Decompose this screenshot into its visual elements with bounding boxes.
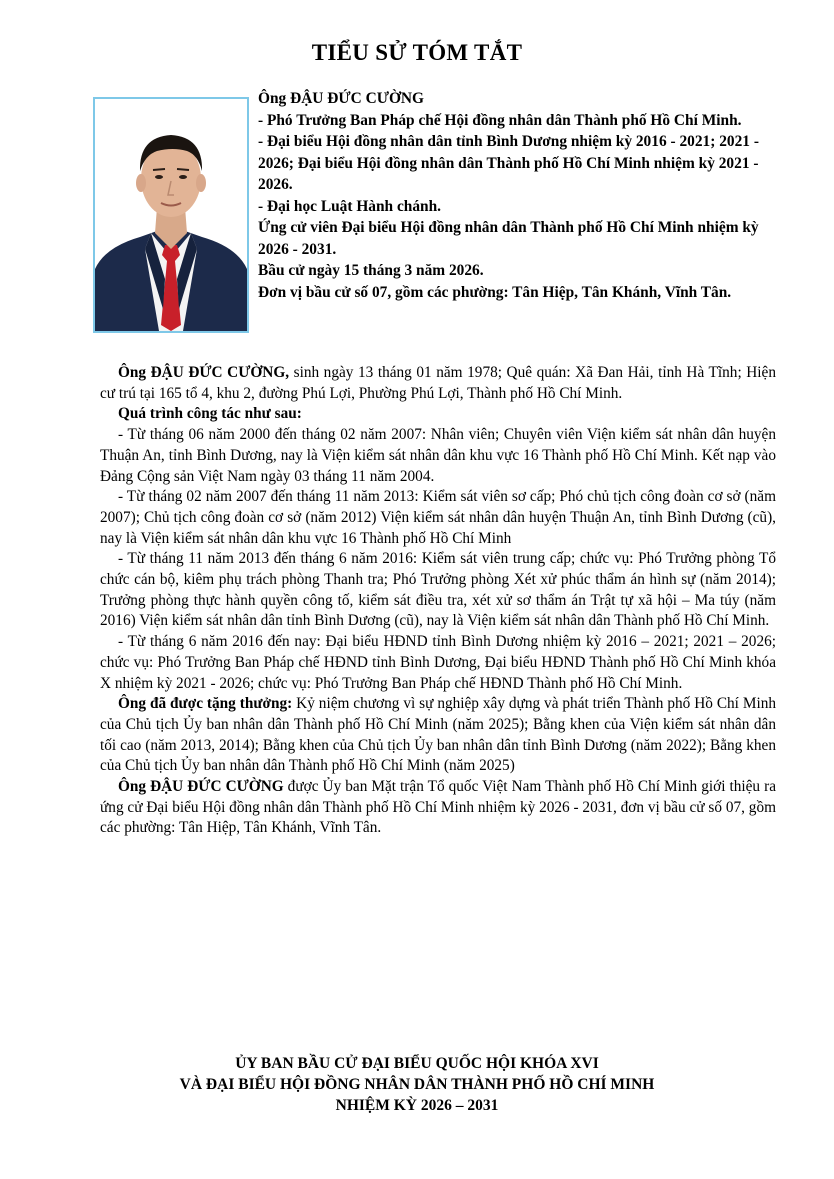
portrait-image [95,99,247,331]
delegate-terms-line: - Đại biểu Hội đồng nhân dân tỉnh Bình Dương nhiệm kỳ 2016 - 2021; 2021 - 2026; Đại biểu Hội đồng nhân dân Thành phố Hồ Chí Minh nhiệm kỳ 2021 - 2026. [258,133,759,193]
awards-text: Kỷ niệm chương vì sự nghiệp xây dựng và phát triển Thành phố Hồ Chí Minh của Chủ tịch Ủy ban nhân dân Thành phố Hồ Chí Minh (năm 2025); Bằng khen của Viện kiểm sát nhân dân tối cao (năm 2013, 2014); Bằng khen của Chủ tịch Ủy ban nhân dân tỉnh Bình Dương (năm 2022); Bằng khen của Chủ tịch Ủy ban nhân dân Thành phố Hồ Chí Minh (năm 2025) [100,695,776,775]
portrait-photo [93,97,249,333]
awards-heading: Ông đã được tặng thưởng: [118,695,293,713]
intro-text: sinh ngày 13 tháng 01 năm 1978; Quê quán: Xã Đan Hải, tỉnh Hà Tĩnh; Hiện cư trú tại 165 tổ 4, khu 2, đường Phú Lợi, Phường Phú Lợi, Thành phố Hồ Chí Minh. [100,364,776,402]
closing-text: được Ủy ban Mặt trận Tổ quốc Việt Nam Thành phố Hồ Chí Minh giới thiệu ra ứng cử Đại biểu Hội đồng nhân dân Thành phố Hồ Chí Minh nhiệm kỳ 2026 - 2031, đơn vị bầu cử số 07, gồm các phường: Tân Hiệp, Tân Khánh, Vĩnh Tân. [100,778,776,837]
page-title: TIỂU SỬ TÓM TẮT [311,40,523,65]
issuer-footer [0,1053,834,1116]
work-heading: Quá trình công tác như sau: [118,405,302,423]
candidacy-line: Ứng cử viên Đại biểu Hội đồng nhân dân Thành phố Hồ Chí Minh nhiệm kỳ 2026 - 2031. [258,219,759,258]
work-item: - Từ tháng 11 năm 2013 đến tháng 6 năm 2016: Kiểm sát viên trung cấp; chức vụ: Phó Trưởng phòng Tổ chức cán bộ, kiêm phụ trách phòng Thanh tra; Phó Trưởng phòng Xét xử phúc thẩm án hình sự (năm 2014); Trưởng phòng thực hành quyền công tố, kiểm sát điều tra, xét xử sơ thẩm án Trật tự xã hội – Ma túy (năm 2016) Viện kiểm sát nhân dân tỉnh Bình Dương (cũ), nay là Viện kiểm sát nhân dân Thành phố Hồ Chí Minh. [100,550,776,630]
electoral-unit-line: Đơn vị bầu cử số 07, gồm các phường: Tân Hiệp, Tân Khánh, Vĩnh Tân. [258,283,732,301]
election-date-line: Bầu cử ngày 15 tháng 3 năm 2026. [258,262,484,279]
biography-body [100,363,776,839]
work-item: - Từ tháng 6 năm 2016 đến nay: Đại biểu HĐND tỉnh Bình Dương nhiệm kỳ 2016 – 2021; 2021 – 2026; chức vụ: Phó Trưởng Ban Pháp chế HĐND tỉnh Bình Dương, Đại biểu HĐND Thành phố Hồ Chí Minh khóa X nhiệm kỳ 2021 - 2026; chức vụ: Phó Trưởng Ban Pháp chế HĐND Thành phố Hồ Chí Minh. [100,633,776,692]
closing-paragraph [100,777,776,839]
footer-line-2: VÀ ĐẠI BIỂU HỘI ĐỒNG NHÂN DÂN THÀNH PHỐ HỒ CHÍ MINH [179,1076,655,1093]
footer-line-1: ỦY BAN BẦU CỬ ĐẠI BIỂU QUỐC HỘI KHÓA XVI [235,1055,599,1072]
work-item: - Từ tháng 06 năm 2000 đến tháng 02 năm 2007: Nhân viên; Chuyên viên Viện kiểm sát nhân dân huyện Thuận An, tỉnh Bình Dương, nay là Viện kiểm sát nhân dân khu vực 16 Thành phố Hồ Chí Minh. Kết nạp vào Đảng Cộng sản Việt Nam ngày 03 tháng 11 năm 2004. [100,426,776,485]
footer-line-3: NHIỆM KỲ 2026 – 2031 [335,1097,499,1114]
awards-paragraph [100,694,776,777]
closing-name: Ông ĐẬU ĐỨC CƯỜNG [118,778,284,796]
education-line: - Đại học Luật Hành chánh. [258,197,442,215]
candidate-header [258,88,788,303]
intro-name: Ông ĐẬU ĐỨC CƯỜNG, [118,364,290,381]
intro-paragraph [100,363,776,404]
work-item: - Từ tháng 02 năm 2007 đến tháng 11 năm 2013: Kiểm sát viên sơ cấp; Phó chủ tịch công đoàn cơ sở (năm 2007); Chủ tịch công đoàn cơ sở (năm 2012) Viện kiểm sát nhân dân huyện Thuận An, tỉnh Bình Dương (cũ), nay là Viện kiểm sát nhân dân khu vực 16 Thành phố Hồ Chí Minh [100,488,776,547]
position-line: - Phó Trưởng Ban Pháp chế Hội đồng nhân dân Thành phố Hồ Chí Minh. [258,111,742,129]
candidate-name: Ông ĐẬU ĐỨC CƯỜNG [258,90,425,107]
